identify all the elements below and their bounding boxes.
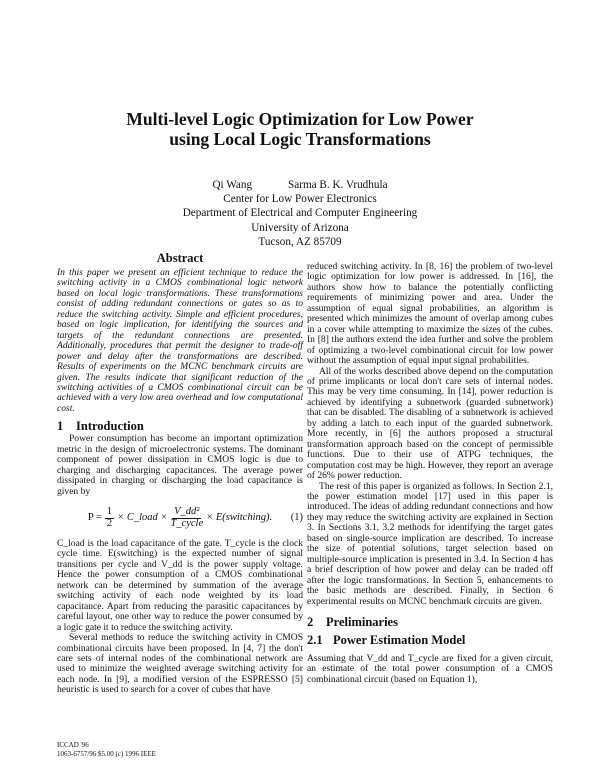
eq-lhs: P =	[87, 511, 102, 523]
author-name: Sarma B. K. Vrudhula	[288, 179, 388, 191]
eq-rhs: × E(switching).	[206, 511, 273, 523]
equation-number: (1)	[290, 511, 303, 523]
eq-num: 1	[106, 506, 113, 518]
section-title: Introduction	[76, 419, 144, 434]
affiliation-line: Tucson, AZ 85709	[258, 235, 342, 248]
eq-den: 2	[106, 517, 113, 529]
title-line: using Local Logic Transformations	[169, 129, 431, 149]
paragraph: Power consumption has become an important optimization metric in the design of microelectronic systems. The dominant component of power dissipation in CMOS logic is due to charging and discharging capacitances. The average power dissipated in charging or discharging the load capacitance is given by	[57, 433, 303, 497]
eq-half	[105, 507, 114, 529]
author-block	[0, 178, 600, 249]
paragraph: Assuming that V_dd and T_cycle are fixed for a given circuit, an estimate of the total power consumption of a CMOS combinational circuit (based on Equation 1),	[307, 652, 553, 685]
paragraph: The rest of this paper is organized as follows. In Section 2.1, the power estimation model [17] used in this paper is introduced. The ideas of adding redundant connections and how they may reduce the switching activity are explained in Section 3. In Sections 3.1, 3.2 methods for identifying the target gates based on single-source implication are described. To increase the size of potential solutions, target selection based on multiple-source implication is presented in 3.4. In Section 4 has a brief description of how power and delay can be traded off after the logic transformations. In Section 5, enhancements to the basic methods are described. Finally, in Section 6 experimental results on MCNC benchmark circuits are given.	[307, 480, 553, 607]
subsection-number: 2.1	[307, 632, 323, 647]
section-number: 1	[57, 419, 64, 434]
section-heading	[307, 615, 553, 630]
section-title: Preliminaries	[326, 614, 398, 629]
subsection-heading	[307, 633, 553, 648]
section-heading	[57, 419, 303, 434]
eq-num: V_dd²	[174, 506, 200, 518]
affiliation-line: University of Arizona	[251, 221, 349, 234]
eq-cload: × C_load ×	[117, 511, 168, 523]
abstract-text: In this paper we present an efficient technique to reduce the switching activity in a CMOS combinational logic network based on local logic transformations. These transformations consist of adding redundant connections or gates so as to reduce the switching activity. Simple and efficient procedures, based on logic implication, for identifying the sources and targets of the redundant connections are presented. Additionally, procedures that permit the designer to trade-off power and delay after the transformations are described. Results of experiments on the MCNC benchmark circuits are given. The results indicate that significant reduction of the switching activities of a CMOS combinational circuit can be achieved with a very low area overhead and low computational cost.	[57, 267, 303, 414]
equation-1	[57, 507, 303, 529]
author-name: Qi Wang	[212, 179, 253, 191]
left-column	[57, 251, 303, 696]
paragraph: reduced switching activity. In [8, 16] the problem of two-level logic optimization for low power is addressed. In [16], the authors show how to balance the potentially conflicting requirements of minimizing power and area. Under the assumption of equal signal probabilities, an algorithm is presented which minimizes the amount of overlap among cubes in a cover while attempting to maximize the sizes of the cubes. In [8] the authors extend the idea further and solve the problem of optimizing a two-level combinational circuit for low power without the assumption of equal input signal probabilities.	[307, 261, 553, 367]
paragraph: Several methods to reduce the switching activity in CMOS combinational circuits have been proposed. In [4, 7] the don't care sets of internal nodes of the combinational network are used to minimize the weighted average switching activity for each node. In [9], a modified version of the ESPRESSO [5] heuristic is used to search for a cover of cubes that have	[57, 632, 303, 696]
eq-den: T_cycle	[170, 517, 204, 529]
abstract-heading: Abstract	[156, 251, 204, 265]
affiliation-line: Center for Low Power Electronics	[223, 193, 377, 206]
footer-conference: ICCAD '96	[57, 741, 89, 749]
paper-title	[0, 109, 600, 149]
right-column	[307, 262, 553, 685]
footer-copyright: 1063-6757/96 $5.00 (c) 1996 IEEE	[57, 750, 156, 758]
footer	[57, 741, 156, 759]
section-number: 2	[307, 614, 314, 629]
title-line: Multi-level Logic Optimization for Low Power	[126, 109, 474, 129]
eq-frac	[170, 507, 203, 529]
paragraph: All of the works described above depend on the computation of prime implicants or local don't care sets of internal nodes. This may be very time consuming. In [14], power reduction is achieved by identifying a subnetwork (guarded subnetwork) that can be disabled. The disabling of a subnetwork is achieved by adding a latch to each input of the guarded subnetwork. More recently, in [6] the authors proposed a structural transformation approach based on the concept of permissible functions. Due to their use of ATPG techniques, the computation cost may be high. However, they report an average of 26% power reduction.	[307, 365, 553, 482]
affiliation-line: Department of Electrical and Computer Engineering	[182, 207, 418, 220]
paragraph: C_load is the load capacitance of the gate. T_cycle is the clock cycle time. E(switching) is the expected number of signal transitions per cycle and V_dd is the power supply voltage. Hence the power consumption of a CMOS combinational network can be determined by summation of the average switching activity of each node weighted by its load capacitance. Apart from reducing the parasitic capacitances by careful layout, one other way to reduce the power consumed by a logic gate it to reduce the switching activity.	[57, 537, 303, 633]
subsection-title: Power Estimation Model	[333, 632, 466, 647]
